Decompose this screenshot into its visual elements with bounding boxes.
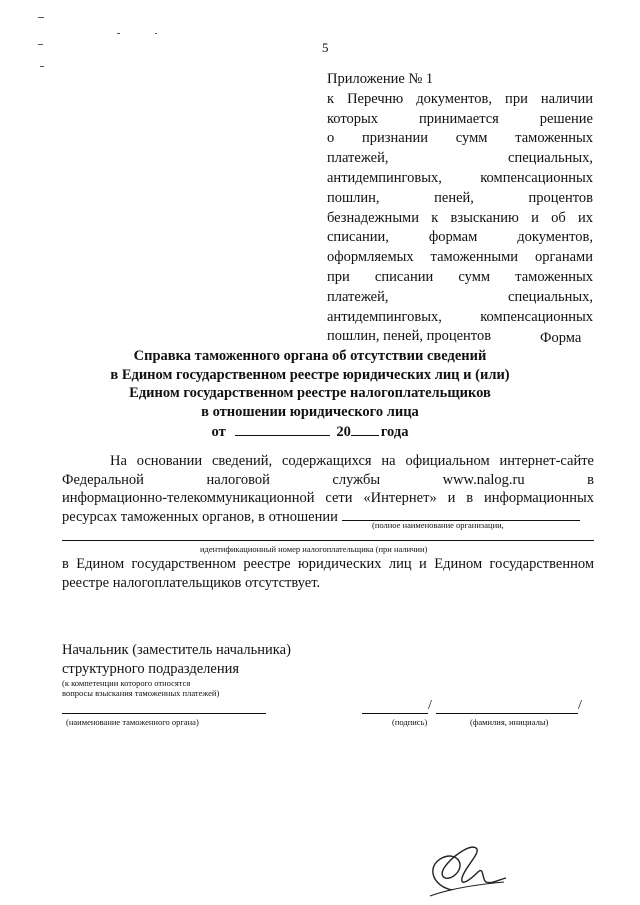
customs-organ-field-line bbox=[62, 713, 266, 714]
page-number: 5 bbox=[322, 40, 329, 55]
scan-mark bbox=[117, 33, 120, 34]
slash: / bbox=[578, 698, 582, 713]
heading-line: в отношении юридического лица bbox=[201, 403, 419, 420]
appendix-line: антидемпинговых, компенсационных bbox=[327, 169, 593, 186]
name-field-line bbox=[436, 713, 578, 714]
date-prefix: от bbox=[211, 424, 226, 440]
slash: / bbox=[428, 698, 432, 713]
inn-field-line bbox=[62, 540, 594, 541]
appendix-line: платежей, специальных, bbox=[327, 288, 593, 305]
appendix-title: Приложение № 1 bbox=[327, 71, 434, 87]
heading-line: в Едином государственном реестре юридических лиц и (или) bbox=[110, 366, 510, 383]
body-line: реестре налогоплательщиков отсутствует. bbox=[62, 574, 321, 591]
position-note-line: (к компетенции которого относятся bbox=[62, 678, 191, 688]
body-paragraph bbox=[62, 452, 594, 527]
appendix-line: при списании сумм таможенных bbox=[327, 268, 593, 285]
heading-line: Справка таможенного органа об отсутствии сведений bbox=[133, 348, 487, 364]
caption-full-name: (фамилия, инициалы) bbox=[470, 717, 549, 727]
appendix-line: безнадежными к взысканию и об их bbox=[327, 209, 593, 226]
position-subtitle: структурного подразделения bbox=[62, 660, 240, 677]
caption-inn: идентификационный номер налогоплательщика (при наличии) bbox=[200, 544, 428, 554]
appendix-line: которых принимается решение bbox=[327, 110, 593, 127]
form-label: Форма bbox=[540, 330, 582, 346]
body-line-with-field bbox=[62, 508, 594, 527]
scan-mark bbox=[40, 66, 44, 67]
appendix-line: пошлин, пеней, процентов bbox=[327, 189, 593, 206]
appendix-line: о признании сумм таможенных bbox=[327, 130, 593, 147]
handwritten-signature bbox=[412, 838, 512, 900]
date-blank-field bbox=[235, 421, 330, 436]
date-year: 20 bbox=[336, 424, 351, 440]
body-line: ресурсах таможенных органов, в отношении bbox=[62, 509, 338, 526]
appendix-line: антидемпинговых, компенсационных bbox=[327, 308, 593, 325]
appendix-line: списании, формам документов, bbox=[327, 229, 593, 246]
position-note-line: вопросы взыскания таможенных платежей) bbox=[62, 688, 220, 698]
body-line: Федеральной налоговой службы www.nalog.ru в bbox=[62, 471, 594, 488]
scan-mark bbox=[155, 33, 157, 34]
caption-customs-organ: (наименование таможенного органа) bbox=[66, 717, 199, 727]
appendix-line: платежей, специальных, bbox=[327, 150, 593, 167]
signature-block bbox=[62, 641, 291, 678]
body-line: информационно-телекоммуникационной сети «Интернет» и в информационных bbox=[62, 490, 594, 507]
signature-field-line bbox=[362, 713, 428, 714]
year-blank-field bbox=[351, 421, 379, 436]
position-title: Начальник (заместитель начальника) bbox=[62, 642, 291, 658]
scan-mark bbox=[38, 17, 44, 18]
scan-mark bbox=[38, 44, 43, 45]
appendix-line: к Перечню документов, при наличии bbox=[327, 90, 593, 107]
document-heading bbox=[100, 347, 520, 442]
body-line: На основании сведений, содержащихся на официальном интернет-сайте bbox=[110, 453, 594, 469]
appendix-line: пошлин, пеней, процентов bbox=[327, 328, 492, 345]
appendix-block bbox=[327, 70, 593, 347]
position-note bbox=[62, 678, 219, 698]
caption-organization: (полное наименование организации, bbox=[372, 520, 504, 530]
body-line: в Едином государственном реестре юридических лиц и Едином государственном bbox=[62, 556, 594, 572]
date-suffix: года bbox=[380, 424, 409, 440]
caption-signature: (подпись) bbox=[392, 717, 428, 727]
appendix-line: оформляемых таможенными органами bbox=[327, 249, 593, 266]
body-paragraph-2 bbox=[62, 555, 594, 592]
heading-line: Едином государственном реестре налогоплательщиков bbox=[129, 385, 491, 401]
date-line bbox=[100, 421, 520, 442]
